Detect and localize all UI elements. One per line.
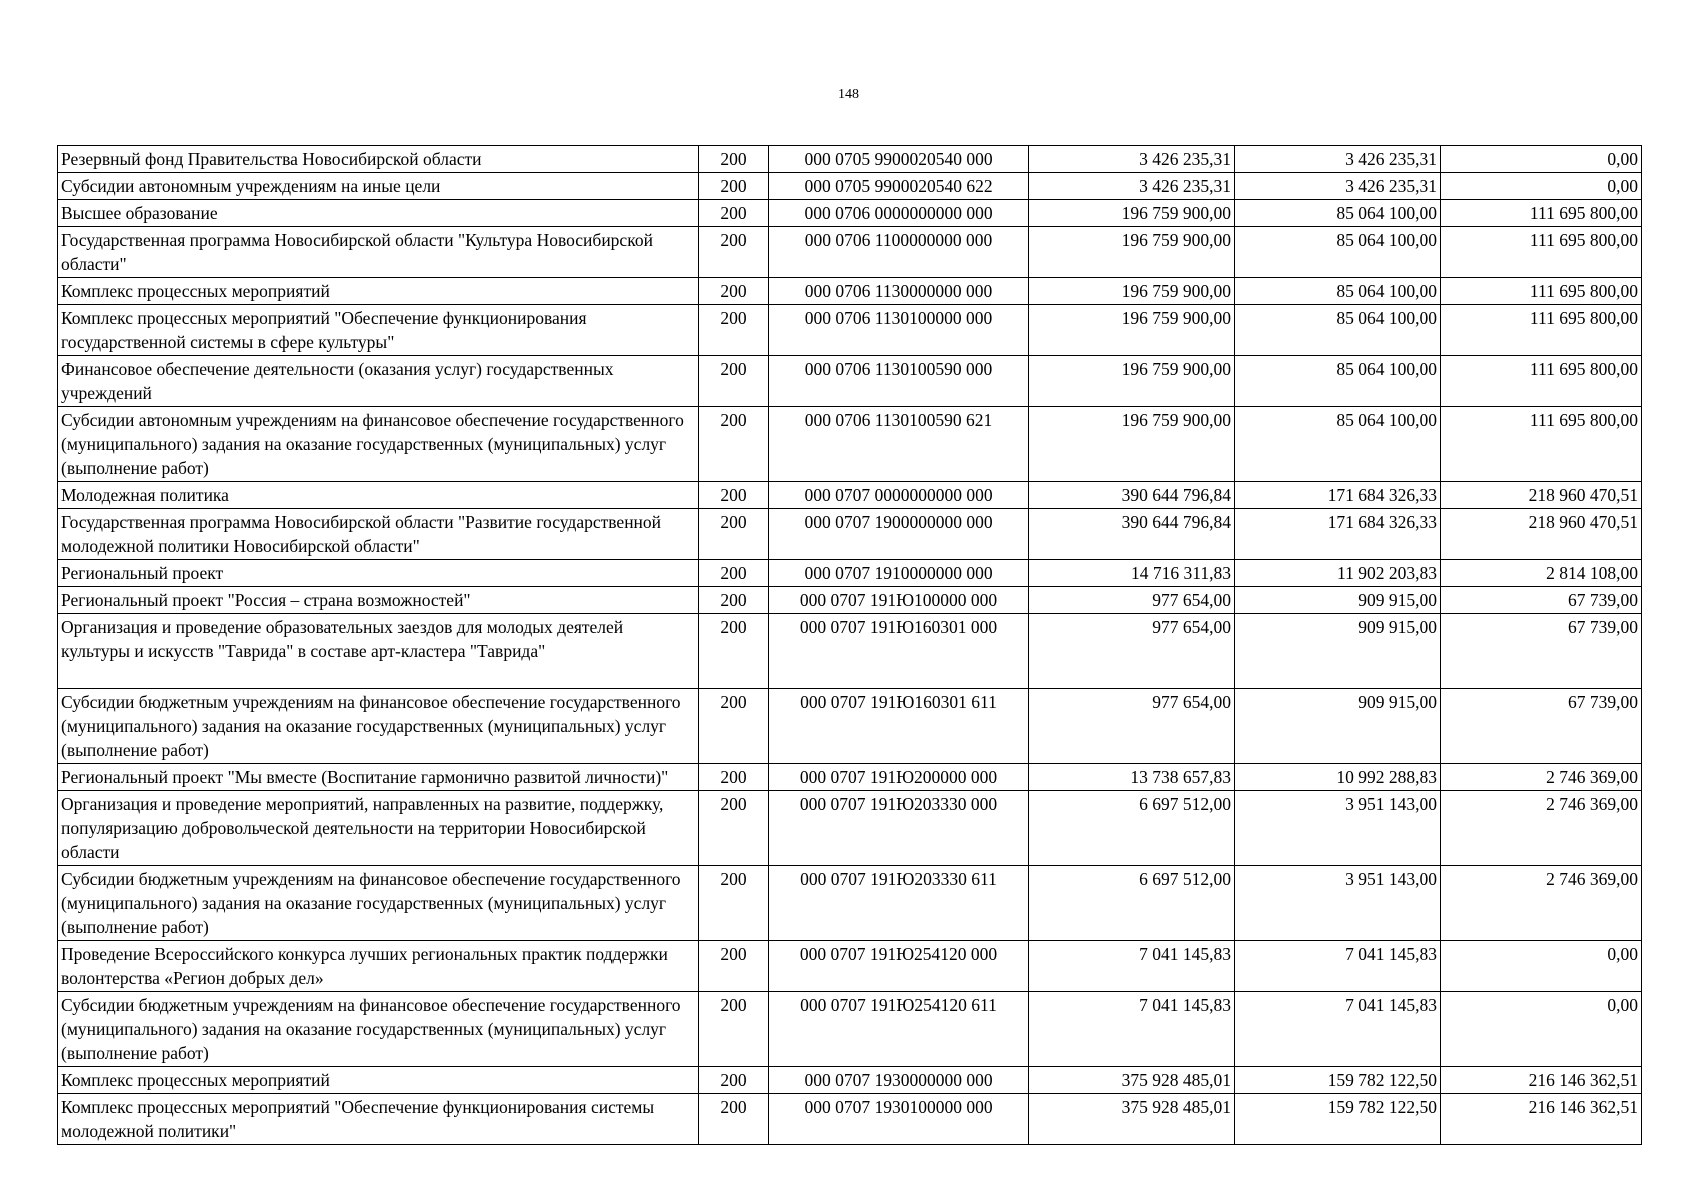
row-admin-code: 200 <box>699 356 769 407</box>
row-approved-amount: 14 716 311,83 <box>1029 560 1235 587</box>
row-executed-amount: 3 951 143,00 <box>1235 866 1441 941</box>
row-remaining-amount: 111 695 800,00 <box>1441 305 1642 356</box>
row-admin-code: 200 <box>699 482 769 509</box>
row-approved-amount: 6 697 512,00 <box>1029 791 1235 866</box>
row-admin-code: 200 <box>699 146 769 173</box>
row-executed-amount: 171 684 326,33 <box>1235 482 1441 509</box>
row-executed-amount: 909 915,00 <box>1235 587 1441 614</box>
row-name: Субсидии бюджетным учреждениям на финансовое обеспечение государственного (муниципального) задания на оказание государственных (муниципальных) услуг (выполнение работ) <box>58 992 699 1067</box>
row-executed-amount: 7 041 145,83 <box>1235 992 1441 1067</box>
row-approved-amount: 977 654,00 <box>1029 689 1235 764</box>
table-row <box>58 791 1642 866</box>
row-name: Проведение Всероссийского конкурса лучших региональных практик поддержки волонтерства «Регион добрых дел» <box>58 941 699 992</box>
row-name: Финансовое обеспечение деятельности (оказания услуг) государственных учреждений <box>58 356 699 407</box>
table-row <box>58 1094 1642 1145</box>
row-budget-code: 000 0706 1100000000 000 <box>769 227 1029 278</box>
row-remaining-amount: 216 146 362,51 <box>1441 1094 1642 1145</box>
table-row <box>58 764 1642 791</box>
row-admin-code: 200 <box>699 173 769 200</box>
row-admin-code: 200 <box>699 227 769 278</box>
row-executed-amount: 11 902 203,83 <box>1235 560 1441 587</box>
row-name: Государственная программа Новосибирской области "Развитие государственной молодежной политики Новосибирской области" <box>58 509 699 560</box>
table-row <box>58 587 1642 614</box>
row-executed-amount: 10 992 288,83 <box>1235 764 1441 791</box>
row-remaining-amount: 2 746 369,00 <box>1441 791 1642 866</box>
row-remaining-amount: 0,00 <box>1441 941 1642 992</box>
row-name: Комплекс процессных мероприятий <box>58 278 699 305</box>
row-budget-code: 000 0706 1130100000 000 <box>769 305 1029 356</box>
row-remaining-amount: 0,00 <box>1441 173 1642 200</box>
row-executed-amount: 85 064 100,00 <box>1235 305 1441 356</box>
row-budget-code: 000 0706 0000000000 000 <box>769 200 1029 227</box>
row-budget-code: 000 0707 1930000000 000 <box>769 1067 1029 1094</box>
row-approved-amount: 196 759 900,00 <box>1029 278 1235 305</box>
row-approved-amount: 390 644 796,84 <box>1029 509 1235 560</box>
page-number: 148 <box>838 87 859 102</box>
row-budget-code: 000 0707 0000000000 000 <box>769 482 1029 509</box>
row-name: Региональный проект "Россия – страна возможностей" <box>58 587 699 614</box>
row-executed-amount: 85 064 100,00 <box>1235 356 1441 407</box>
row-executed-amount: 85 064 100,00 <box>1235 200 1441 227</box>
row-admin-code: 200 <box>699 587 769 614</box>
row-budget-code: 000 0706 1130100590 621 <box>769 407 1029 482</box>
row-executed-amount: 3 426 235,31 <box>1235 146 1441 173</box>
table-row <box>58 200 1642 227</box>
row-executed-amount: 85 064 100,00 <box>1235 278 1441 305</box>
table-row <box>58 560 1642 587</box>
row-remaining-amount: 218 960 470,51 <box>1441 509 1642 560</box>
row-executed-amount: 85 064 100,00 <box>1235 227 1441 278</box>
row-remaining-amount: 67 739,00 <box>1441 587 1642 614</box>
row-executed-amount: 3 426 235,31 <box>1235 173 1441 200</box>
row-admin-code: 200 <box>699 866 769 941</box>
table-row <box>58 278 1642 305</box>
row-budget-code: 000 0707 191Ю254120 000 <box>769 941 1029 992</box>
row-approved-amount: 7 041 145,83 <box>1029 992 1235 1067</box>
row-executed-amount: 909 915,00 <box>1235 614 1441 689</box>
row-remaining-amount: 2 814 108,00 <box>1441 560 1642 587</box>
row-name: Субсидии автономным учреждениям на иные цели <box>58 173 699 200</box>
table-row <box>58 407 1642 482</box>
row-name: Государственная программа Новосибирской области "Культура Новосибирской области" <box>58 227 699 278</box>
row-name: Субсидии автономным учреждениям на финансовое обеспечение государственного (муниципального) задания на оказание государственных (муниципальных) услуг (выполнение работ) <box>58 407 699 482</box>
row-remaining-amount: 2 746 369,00 <box>1441 866 1642 941</box>
row-remaining-amount: 111 695 800,00 <box>1441 407 1642 482</box>
row-approved-amount: 13 738 657,83 <box>1029 764 1235 791</box>
row-executed-amount: 909 915,00 <box>1235 689 1441 764</box>
row-remaining-amount: 2 746 369,00 <box>1441 764 1642 791</box>
row-remaining-amount: 111 695 800,00 <box>1441 200 1642 227</box>
row-remaining-amount: 111 695 800,00 <box>1441 278 1642 305</box>
row-executed-amount: 85 064 100,00 <box>1235 407 1441 482</box>
row-approved-amount: 375 928 485,01 <box>1029 1094 1235 1145</box>
row-name: Субсидии бюджетным учреждениям на финансовое обеспечение государственного (муниципального) задания на оказание государственных (муниципальных) услуг (выполнение работ) <box>58 689 699 764</box>
row-admin-code: 200 <box>699 992 769 1067</box>
row-admin-code: 200 <box>699 1067 769 1094</box>
table-row <box>58 689 1642 764</box>
row-budget-code: 000 0707 191Ю254120 611 <box>769 992 1029 1067</box>
row-remaining-amount: 111 695 800,00 <box>1441 227 1642 278</box>
row-budget-code: 000 0707 191Ю203330 000 <box>769 791 1029 866</box>
row-approved-amount: 7 041 145,83 <box>1029 941 1235 992</box>
row-budget-code: 000 0707 1900000000 000 <box>769 509 1029 560</box>
row-remaining-amount: 67 739,00 <box>1441 614 1642 689</box>
row-name: Организация и проведение мероприятий, направленных на развитие, поддержку, популяризацию добровольческой деятельности на территории Новосибирской области <box>58 791 699 866</box>
row-budget-code: 000 0707 191Ю200000 000 <box>769 764 1029 791</box>
row-admin-code: 200 <box>699 689 769 764</box>
row-approved-amount: 375 928 485,01 <box>1029 1067 1235 1094</box>
row-approved-amount: 196 759 900,00 <box>1029 200 1235 227</box>
row-remaining-amount: 67 739,00 <box>1441 689 1642 764</box>
row-approved-amount: 3 426 235,31 <box>1029 173 1235 200</box>
row-budget-code: 000 0707 191Ю160301 000 <box>769 614 1029 689</box>
row-admin-code: 200 <box>699 764 769 791</box>
row-approved-amount: 196 759 900,00 <box>1029 305 1235 356</box>
row-approved-amount: 3 426 235,31 <box>1029 146 1235 173</box>
row-budget-code: 000 0706 1130100590 000 <box>769 356 1029 407</box>
row-budget-code: 000 0706 1130000000 000 <box>769 278 1029 305</box>
row-admin-code: 200 <box>699 791 769 866</box>
row-name: Комплекс процессных мероприятий "Обеспечение функционирования системы молодежной политики" <box>58 1094 699 1145</box>
row-approved-amount: 6 697 512,00 <box>1029 866 1235 941</box>
row-admin-code: 200 <box>699 941 769 992</box>
row-admin-code: 200 <box>699 560 769 587</box>
row-name: Высшее образование <box>58 200 699 227</box>
row-admin-code: 200 <box>699 278 769 305</box>
row-budget-code: 000 0707 191Ю100000 000 <box>769 587 1029 614</box>
row-executed-amount: 7 041 145,83 <box>1235 941 1441 992</box>
row-approved-amount: 196 759 900,00 <box>1029 227 1235 278</box>
row-name: Субсидии бюджетным учреждениям на финансовое обеспечение государственного (муниципального) задания на оказание государственных (муниципальных) услуг (выполнение работ) <box>58 866 699 941</box>
row-budget-code: 000 0705 9900020540 000 <box>769 146 1029 173</box>
row-approved-amount: 196 759 900,00 <box>1029 356 1235 407</box>
row-admin-code: 200 <box>699 305 769 356</box>
table-row <box>58 305 1642 356</box>
row-executed-amount: 3 951 143,00 <box>1235 791 1441 866</box>
row-approved-amount: 196 759 900,00 <box>1029 407 1235 482</box>
table-row <box>58 509 1642 560</box>
row-name: Резервный фонд Правительства Новосибирской области <box>58 146 699 173</box>
table-row <box>58 992 1642 1067</box>
row-approved-amount: 977 654,00 <box>1029 614 1235 689</box>
row-budget-code: 000 0707 191Ю160301 611 <box>769 689 1029 764</box>
row-name: Организация и проведение образовательных заездов для молодых деятелей культуры и искусств "Таврида" в составе арт-кластера "Таврида" <box>58 614 699 689</box>
row-admin-code: 200 <box>699 614 769 689</box>
row-name: Комплекс процессных мероприятий <box>58 1067 699 1094</box>
row-executed-amount: 171 684 326,33 <box>1235 509 1441 560</box>
row-budget-code: 000 0707 1910000000 000 <box>769 560 1029 587</box>
table-row <box>58 173 1642 200</box>
row-remaining-amount: 0,00 <box>1441 146 1642 173</box>
row-name: Региональный проект <box>58 560 699 587</box>
row-admin-code: 200 <box>699 1094 769 1145</box>
row-admin-code: 200 <box>699 509 769 560</box>
row-executed-amount: 159 782 122,50 <box>1235 1067 1441 1094</box>
row-name: Молодежная политика <box>58 482 699 509</box>
row-name: Комплекс процессных мероприятий "Обеспечение функционирования государственной системы в сфере культуры" <box>58 305 699 356</box>
row-remaining-amount: 0,00 <box>1441 992 1642 1067</box>
table-row <box>58 356 1642 407</box>
row-remaining-amount: 216 146 362,51 <box>1441 1067 1642 1094</box>
row-name: Региональный проект "Мы вместе (Воспитание гармонично развитой личности)" <box>58 764 699 791</box>
table-row <box>58 614 1642 689</box>
row-remaining-amount: 111 695 800,00 <box>1441 356 1642 407</box>
row-admin-code: 200 <box>699 200 769 227</box>
table-row <box>58 866 1642 941</box>
table-row <box>58 941 1642 992</box>
row-approved-amount: 390 644 796,84 <box>1029 482 1235 509</box>
table-row <box>58 482 1642 509</box>
row-budget-code: 000 0707 191Ю203330 611 <box>769 866 1029 941</box>
row-budget-code: 000 0707 1930100000 000 <box>769 1094 1029 1145</box>
budget-table <box>57 145 1642 1145</box>
row-budget-code: 000 0705 9900020540 622 <box>769 173 1029 200</box>
row-approved-amount: 977 654,00 <box>1029 587 1235 614</box>
table-row <box>58 146 1642 173</box>
table-row <box>58 227 1642 278</box>
table-row <box>58 1067 1642 1094</box>
row-executed-amount: 159 782 122,50 <box>1235 1094 1441 1145</box>
row-admin-code: 200 <box>699 407 769 482</box>
row-remaining-amount: 218 960 470,51 <box>1441 482 1642 509</box>
